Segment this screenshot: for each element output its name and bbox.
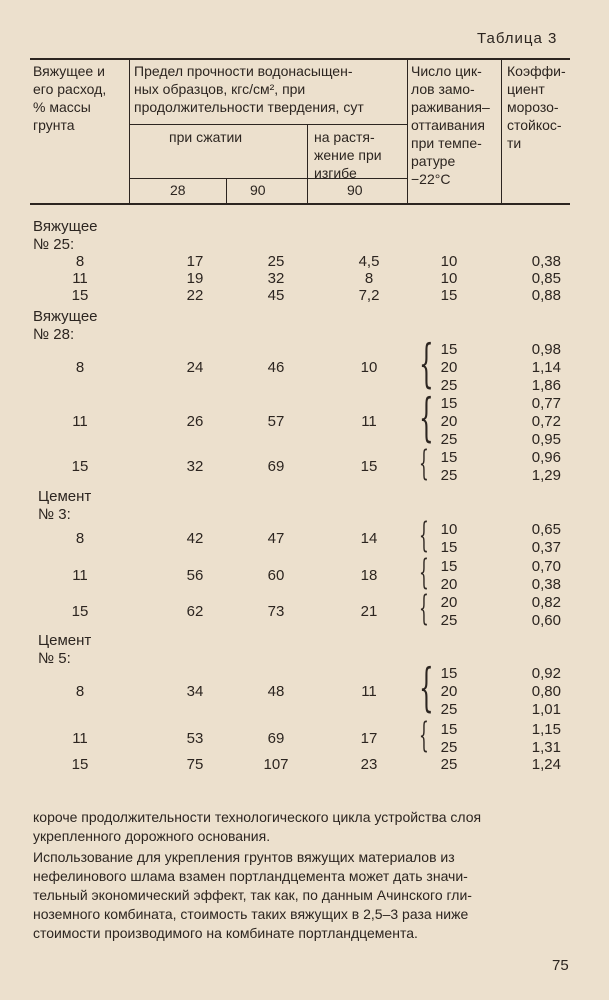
cell-cycles: 25 — [440, 431, 458, 448]
cell-compression-28: 34 — [186, 683, 204, 700]
cell-tension-90: 10 — [360, 359, 378, 376]
cell-cycles: 25 — [440, 701, 458, 718]
cell-binder-amount: 15 — [71, 287, 89, 304]
body-line: короче продолжительности технологического цикла устройства слоя — [33, 809, 482, 825]
cell-compression-90: 46 — [267, 359, 285, 376]
cell-binder-amount: 8 — [75, 359, 85, 376]
body-line: Использование для укрепления грунтов вяжущих материалов из — [33, 849, 455, 865]
cell-frost-coefficient: 1,86 — [531, 377, 561, 394]
cell-compression-28: 19 — [186, 270, 204, 287]
group-label: Вяжущее № 28: — [33, 308, 98, 343]
cell-cycles: 10 — [440, 270, 458, 287]
col-divider-compression-tension — [307, 125, 308, 203]
cell-compression-28: 26 — [186, 413, 204, 430]
cell-compression-28: 62 — [186, 603, 204, 620]
col-divider-3 — [501, 60, 502, 203]
cell-compression-28: 17 — [186, 253, 204, 270]
cell-binder-amount: 8 — [75, 683, 85, 700]
cell-frost-coefficient: 0,96 — [531, 449, 561, 466]
cell-cycles: 25 — [440, 756, 458, 773]
cell-compression-90: 60 — [267, 567, 285, 584]
cell-binder-amount: 11 — [72, 730, 88, 747]
cell-compression-90: 57 — [267, 413, 285, 430]
brace-icon: { — [419, 716, 429, 756]
cell-cycles: 15 — [440, 539, 458, 556]
cell-binder-amount: 8 — [75, 253, 85, 270]
cell-cycles: 20 — [440, 413, 458, 430]
cell-cycles: 20 — [440, 359, 458, 376]
cell-cycles: 20 — [440, 576, 458, 593]
cell-tension-90: 18 — [360, 567, 378, 584]
cell-frost-coefficient: 0,72 — [531, 413, 561, 430]
cell-tension-90: 21 — [360, 603, 378, 620]
cell-cycles: 25 — [440, 467, 458, 484]
cell-compression-28: 75 — [186, 756, 204, 773]
cell-compression-28: 42 — [186, 530, 204, 547]
cell-frost-coefficient: 0,37 — [531, 539, 561, 556]
cell-frost-coefficient: 0,70 — [531, 558, 561, 575]
cell-cycles: 20 — [440, 594, 458, 611]
cell-frost-coefficient: 1,31 — [531, 739, 561, 756]
cell-tension-90: 7,2 — [358, 287, 380, 304]
cell-binder-amount: 8 — [75, 530, 85, 547]
cell-cycles: 15 — [440, 341, 458, 358]
cell-binder-amount: 15 — [71, 756, 89, 773]
cell-cycles: 15 — [440, 721, 458, 738]
cell-compression-28: 32 — [186, 458, 204, 475]
cell-frost-coefficient: 0,60 — [531, 612, 561, 629]
cell-frost-coefficient: 0,85 — [531, 270, 561, 287]
body-line: нефелинового шлама взамен портландцемента может дать значи- — [33, 868, 468, 884]
cell-cycles: 15 — [440, 449, 458, 466]
body-line: стоимости производимого на комбинате портландцемента. — [33, 925, 418, 941]
cell-compression-28: 22 — [186, 287, 204, 304]
cell-frost-coefficient: 0,38 — [531, 253, 561, 270]
cell-compression-90: 73 — [267, 603, 285, 620]
cell-frost-coefficient: 0,98 — [531, 341, 561, 358]
body-line: тельный экономический эффект, так как, по данным Ачинского гли- — [33, 887, 472, 903]
brace-icon: { — [419, 553, 429, 593]
cell-frost-coefficient: 0,82 — [531, 594, 561, 611]
header-day-90-tension: 90 — [347, 182, 363, 198]
cell-cycles: 10 — [440, 521, 458, 538]
brace-icon: { — [419, 334, 434, 394]
cell-frost-coefficient: 0,65 — [531, 521, 561, 538]
group-label: Цемент № 5: — [38, 632, 92, 667]
cell-compression-90: 48 — [267, 683, 285, 700]
cell-cycles: 25 — [440, 377, 458, 394]
brace-icon: { — [419, 516, 429, 556]
cell-tension-90: 11 — [361, 413, 377, 430]
cell-frost-coefficient: 1,24 — [531, 756, 561, 773]
cell-cycles: 25 — [440, 739, 458, 756]
cell-frost-coefficient: 0,95 — [531, 431, 561, 448]
header-compression: при сжатии — [169, 129, 243, 145]
cell-compression-28: 53 — [186, 730, 204, 747]
cell-compression-90: 45 — [267, 287, 285, 304]
cell-frost-coefficient: 1,01 — [531, 701, 561, 718]
cell-binder-amount: 11 — [72, 413, 88, 430]
cell-frost-coefficient: 0,38 — [531, 576, 561, 593]
cell-tension-90: 23 — [360, 756, 378, 773]
header-tension: на растя- жение при изгибе — [314, 129, 382, 181]
cell-compression-90: 25 — [267, 253, 285, 270]
header-day-28: 28 — [170, 182, 186, 198]
cell-compression-90: 32 — [267, 270, 285, 287]
cell-tension-90: 4,5 — [358, 253, 380, 270]
cell-cycles: 25 — [440, 612, 458, 629]
cell-frost-coefficient: 1,29 — [531, 467, 561, 484]
cell-compression-28: 24 — [186, 359, 204, 376]
header-coefficient: Коэффи- циент морозо- стойкос- ти — [507, 63, 566, 151]
cell-cycles: 15 — [440, 395, 458, 412]
cell-tension-90: 8 — [364, 270, 374, 287]
header-binder: Вяжущее и его расход, % массы грунта — [33, 63, 107, 133]
cell-binder-amount: 11 — [72, 567, 88, 584]
strength-subheader-rule — [129, 124, 407, 125]
brace-icon: { — [419, 444, 429, 484]
cell-compression-90: 69 — [267, 458, 285, 475]
cell-frost-coefficient: 0,80 — [531, 683, 561, 700]
group-label: Цемент № 3: — [38, 488, 92, 523]
cell-tension-90: 11 — [361, 683, 377, 700]
cell-binder-amount: 15 — [71, 603, 89, 620]
cell-binder-amount: 15 — [71, 458, 89, 475]
brace-icon: { — [419, 658, 434, 718]
cell-compression-90: 107 — [263, 756, 289, 773]
cell-binder-amount: 11 — [72, 270, 88, 287]
body-line: укрепленного дорожного основания. — [33, 828, 271, 844]
page-number: 75 — [552, 957, 569, 974]
cell-cycles: 15 — [440, 287, 458, 304]
header-cycles: Число цик- лов замо- раживания– оттаивания при темпе- ратуре −22°С — [411, 63, 490, 187]
cell-cycles: 15 — [440, 558, 458, 575]
cell-cycles: 15 — [440, 665, 458, 682]
header-strength: Предел прочности водонасыщен- ных образцов, кгс/см², при продолжительности твердения, сут — [134, 63, 364, 115]
cell-frost-coefficient: 0,77 — [531, 395, 561, 412]
group-label: Вяжущее № 25: — [33, 218, 98, 253]
cell-cycles: 20 — [440, 683, 458, 700]
table-top-rule — [30, 58, 570, 60]
cell-frost-coefficient: 0,88 — [531, 287, 561, 304]
cell-compression-90: 47 — [267, 530, 285, 547]
cell-tension-90: 17 — [360, 730, 378, 747]
header-day-90-compression: 90 — [250, 182, 266, 198]
col-divider-28-90 — [226, 179, 227, 203]
cell-compression-90: 69 — [267, 730, 285, 747]
cell-cycles: 10 — [440, 253, 458, 270]
cell-frost-coefficient: 1,15 — [531, 721, 561, 738]
cell-compression-28: 56 — [186, 567, 204, 584]
cell-tension-90: 15 — [360, 458, 378, 475]
col-divider-2 — [407, 60, 408, 203]
cell-tension-90: 14 — [360, 530, 378, 547]
brace-icon: { — [419, 388, 434, 448]
table-title: Таблица 3 — [477, 30, 558, 47]
col-divider-1 — [129, 60, 130, 203]
cell-frost-coefficient: 0,92 — [531, 665, 561, 682]
body-line: ноземного комбината, стоимость таких вяжущих в 2,5–3 раза ниже — [33, 906, 469, 922]
cell-frost-coefficient: 1,14 — [531, 359, 561, 376]
brace-icon: { — [419, 589, 429, 629]
table-header-bottom-rule — [30, 203, 570, 205]
